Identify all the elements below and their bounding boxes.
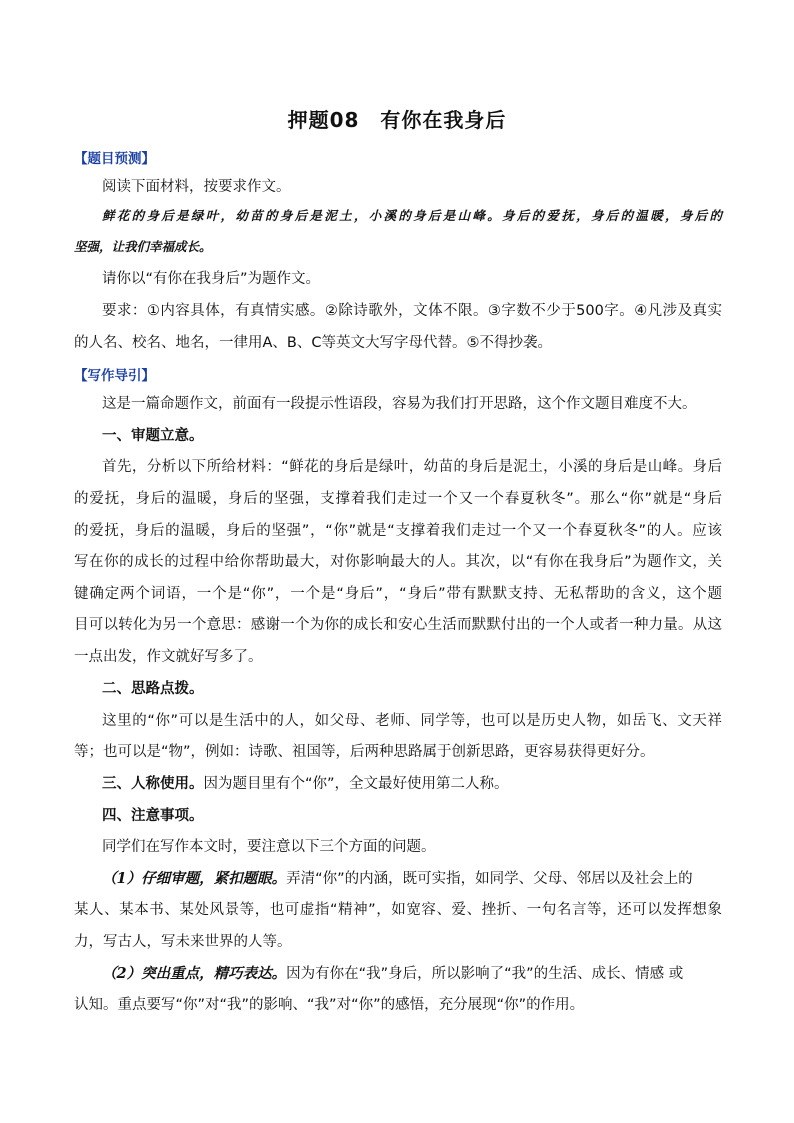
note-item-1-text: 弄清“你”的内涵，既可实指，如同学、父母、邻居以及社会上的 [286, 871, 693, 887]
requirements-line-2: 的人名、校名、地名，一律用A、B、C等英文大写字母代替。⑤不得抄袭。 [74, 335, 552, 351]
note-item-2-line-1 [102, 964, 683, 984]
heading-topic-analysis: 一、审题立意。 [102, 428, 204, 444]
analysis-line-3: 的爱抚，身后的温暖，身后的坚强”，“你”就是“支撑着我们走过一个又一个春夏秋冬”的人。应该 [74, 523, 722, 539]
prompt-intro: 阅读下面材料，按要求作文。 [102, 179, 291, 195]
ideas-line-1: 这里的“你”可以是生活中的人，如父母、老师、同学等，也可以是历史人物，如岳飞、文天祥 [102, 713, 722, 729]
section-label-prediction: 【题目预测】 [74, 151, 155, 167]
analysis-line-7: 一点出发，作文就好写多了。 [74, 649, 263, 665]
guide-intro: 这是一篇命题作文，前面有一段提示性语段，容易为我们打开思路，这个作文题目难度不大。 [102, 396, 697, 412]
note-item-1-lead: （1）仔细审题，紧扣题眼。 [102, 870, 287, 887]
note-item-2-line-2: 认知。重点要写“你”对“我”的影响、“我”对“你”的感悟，充分展现“你”的作用。 [74, 997, 585, 1013]
person-usage-text: 因为题目里有个“你”，全文最好使用第二人称。 [203, 776, 509, 792]
analysis-line-4: 写在你的成长的过程中给你帮助最大，对你影响最大的人。其次，以“有你在我身后”为题作文，关 [74, 554, 722, 570]
analysis-line-2: 的爱抚，身后的温暖，身后的坚强，支撑着我们走过一个又一个春夏秋冬”。那么“你”就是“身后 [74, 491, 722, 507]
note-item-1-line-2: 某人、某本书、某处风景等，也可虚指“精神”，如宽容、爱、挫折、一句名言等，还可以发挥想象 [74, 902, 722, 918]
page-title: 押题08 有你在我身后 [287, 108, 507, 132]
notes-intro: 同学们在写作本文时，要注意以下三个方面的问题。 [102, 839, 436, 855]
analysis-line-5: 键确定两个词语，一个是“你”，一个是“身后”，“身后”带有默默支持、无私帮助的含义，这个题 [74, 586, 722, 602]
requirements-line-1: 要求：①内容具体，有真情实感。②除诗歌外，文体不限。③字数不少于500字。④凡涉及真实 [102, 303, 722, 319]
analysis-line-1: 首先，分析以下所给材料：“鲜花的身后是绿叶，幼苗的身后是泥土，小溪的身后是山峰。身后 [102, 459, 722, 475]
note-item-1-line-1 [102, 869, 693, 889]
note-item-2-text: 因为有你在“我”身后，所以影响了“我”的生活、成长、情感 或 [286, 966, 684, 982]
heading-person-usage: 三、人称使用。 [102, 776, 204, 792]
material-quote-line-1: 鲜花的身后是绿叶，幼苗的身后是泥土，小溪的身后是山峰。身后的爱抚，身后的温暖，身后的 [102, 208, 722, 223]
note-item-2-lead: （2）突出重点，精巧表达。 [102, 965, 287, 982]
prompt-title-instruction: 请你以“有你在我身后”为题作文。 [102, 271, 321, 287]
note-item-1-line-3: 力，写古人，写未来世界的人等。 [74, 934, 292, 950]
ideas-line-2: 等；也可以是“物”，例如：诗歌、祖国等，后两种思路属于创新思路，更容易获得更好分。 [74, 744, 655, 760]
material-quote-line-2: 坚强，让我们幸福成长。 [74, 239, 212, 254]
heading-idea-tips: 二、思路点拨。 [102, 681, 204, 697]
heading-notes: 四、注意事项。 [102, 808, 204, 824]
section-label-guide: 【写作导引】 [74, 368, 155, 384]
person-usage-line [102, 774, 509, 794]
analysis-line-6: 目可以转化为另一个意思：感谢一个为你的成长和安心生活而默默付出的一个人或者一种力量。从这 [74, 617, 722, 633]
